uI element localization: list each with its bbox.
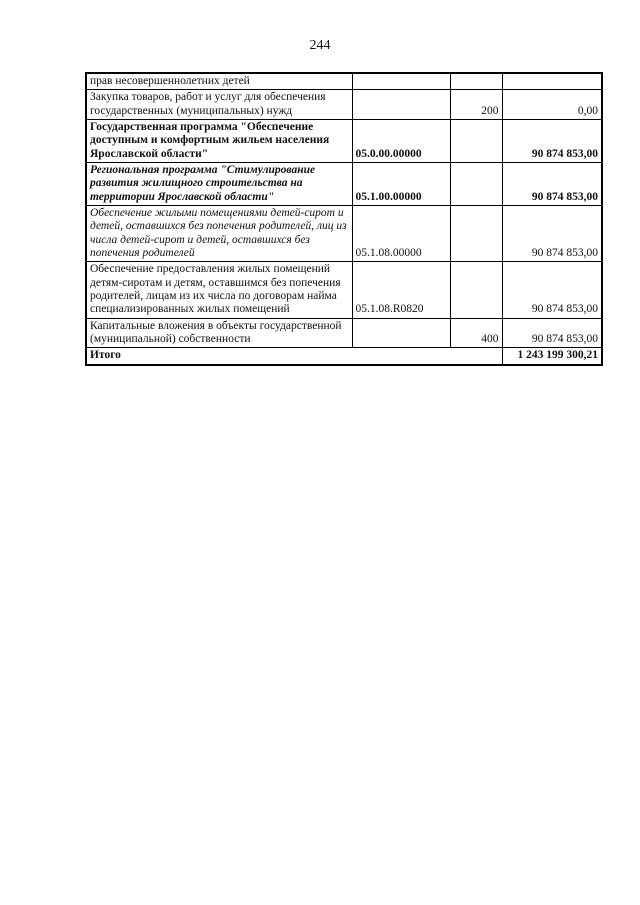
table-row: [86, 318, 602, 348]
row-amount: 90 874 853,00: [502, 318, 602, 348]
row-name: Обеспечение жилыми помещениями детей-сирот и детей, оставшихся без попечения родителей, лиц из числа детей-сирот и детей, оставшихся без попечения родителей: [86, 205, 352, 261]
row-name: Закупка товаров, работ и услуг для обеспечения государственных (муниципальных) нужд: [86, 90, 352, 120]
table-row: [86, 73, 602, 90]
row-type: 200: [450, 90, 502, 120]
table-row: [86, 162, 602, 205]
row-name: Региональная программа "Стимулирование развития жилищного строительства на территории Ярославской области": [86, 162, 352, 205]
row-type: [450, 73, 502, 90]
table-row: [86, 119, 602, 162]
row-name: прав несовершеннолетних детей: [86, 73, 352, 90]
row-type: [450, 119, 502, 162]
row-name: Капитальные вложения в объекты государственной (муниципальной) собственности: [86, 318, 352, 348]
row-amount: 90 874 853,00: [502, 162, 602, 205]
row-code: 05.0.00.00000: [352, 119, 450, 162]
row-code: 05.1.08.00000: [352, 205, 450, 261]
row-amount: [502, 73, 602, 90]
row-code: 05.1.00.00000: [352, 162, 450, 205]
table-row: [86, 90, 602, 120]
row-code: [352, 90, 450, 120]
page-number: 244: [309, 38, 331, 53]
total-label: Итого: [86, 348, 502, 365]
row-name: Государственная программа "Обеспечение доступным и комфортным жильем населения Ярославской области": [86, 119, 352, 162]
row-type: [450, 205, 502, 261]
row-amount: 0,00: [502, 90, 602, 120]
row-code: 05.1.08.R0820: [352, 262, 450, 318]
row-type: 400: [450, 318, 502, 348]
row-code: [352, 318, 450, 348]
row-type: [450, 262, 502, 318]
row-amount: 90 874 853,00: [502, 119, 602, 162]
table-row: [86, 262, 602, 318]
budget-table: [85, 72, 603, 366]
row-type: [450, 162, 502, 205]
row-amount: 90 874 853,00: [502, 262, 602, 318]
total-amount: 1 243 199 300,21: [502, 348, 602, 365]
row-name: Обеспечение предоставления жилых помещений детям-сиротам и детям, оставшимся без попечения родителей, лицам из их числа по договорам найма специализированных жилых помещений: [86, 262, 352, 318]
total-row: [86, 348, 602, 365]
row-amount: 90 874 853,00: [502, 205, 602, 261]
row-code: [352, 73, 450, 90]
table-row: [86, 205, 602, 261]
